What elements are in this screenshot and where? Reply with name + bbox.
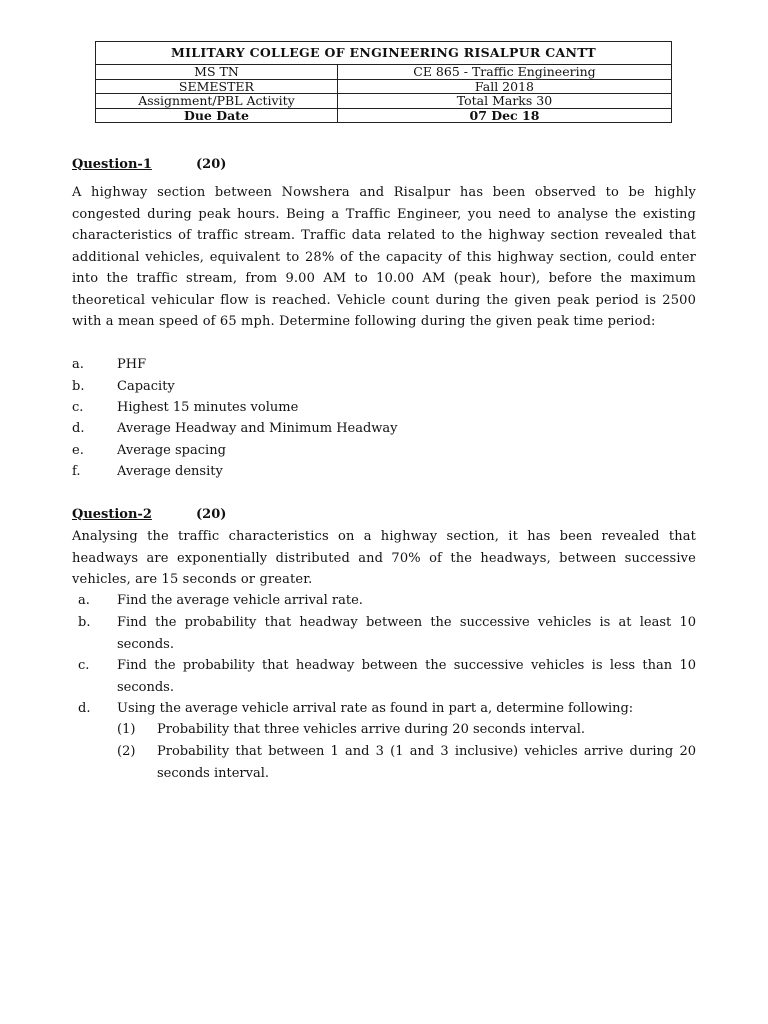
item-text: Find the average vehicle arrival rate.: [117, 593, 363, 608]
item-text: PHF: [117, 357, 147, 372]
header-title-row: [96, 42, 672, 65]
item-text: Using the average vehicle arrival rate as found in part a, determine following:: [117, 701, 634, 716]
item-label: d.: [72, 421, 85, 436]
item-text: Find the probability that headway between the successive vehicles is at least 10 seconds.: [117, 615, 696, 652]
sub-item-label: (2): [117, 744, 136, 759]
sub-item-label: (1): [117, 722, 136, 737]
college-title: MILITARY COLLEGE OF ENGINEERING RISALPUR CANTT: [96, 42, 672, 65]
header-row: [96, 65, 672, 80]
sub-item-text: Probability that between 1 and 3 (1 and 3 inclusive) vehicles arrive during 20 seconds interval.: [157, 744, 696, 781]
question-1-heading: [72, 157, 227, 172]
item-label: a.: [78, 593, 90, 608]
item-text: Find the probability that headway between the successive vehicles is less than 10 seconds.: [117, 658, 696, 695]
item-text: Capacity: [117, 379, 175, 394]
question-1-paragraph: A highway section between Nowshera and Risalpur has been observed to be highly congested during peak hours. Being a Traffic Engineer, you need to analyse the existing characteristics of traffic stream. Traffic data related to the highway section revealed that additional vehicles, equivalent to 28% of the capacity of this highway section, could enter into the traffic stream, from 9.00 AM to 10.00 AM (peak hour), before the maximum theoretical vehicular flow is reached. Vehicle count during the given peak period is 2500 with a mean speed of 65 mph. Determine following during the given peak time period:: [72, 185, 696, 329]
item-text: Average Headway and Minimum Headway: [117, 421, 398, 436]
item-label: f.: [72, 464, 81, 479]
total-marks: Total Marks 30: [337, 94, 671, 109]
item-text: Highest 15 minutes volume: [117, 400, 299, 415]
header-table: [95, 41, 672, 123]
course-label: CE 865 - Traffic Engineering: [337, 65, 671, 80]
item-text: Average density: [117, 464, 223, 479]
due-date-value: 07 Dec 18: [337, 108, 671, 123]
question-2-paragraph: Analysing the traffic characteristics on a highway section, it has been revealed that headways are exponentially distributed and 70% of the headways, between successive vehicles, are 15 seconds or greater.: [72, 529, 696, 587]
item-label: b.: [78, 615, 91, 630]
item-label: b.: [72, 379, 85, 394]
item-label: d.: [78, 701, 91, 716]
due-date-label: Due Date: [96, 108, 338, 123]
header-row: [96, 94, 672, 109]
question-2-heading: [72, 507, 227, 522]
semester-value: Fall 2018: [337, 79, 671, 94]
item-label: c.: [78, 658, 90, 673]
question-1-marks: (20): [196, 157, 227, 172]
program-label: MS TN: [96, 65, 338, 80]
activity-label: Assignment/PBL Activity: [96, 94, 338, 109]
question-1-title: Question-1: [72, 157, 152, 172]
item-label: a.: [72, 357, 84, 372]
question-2-title: Question-2: [72, 507, 152, 522]
question-2-marks: (20): [196, 507, 227, 522]
item-label: e.: [72, 443, 84, 458]
semester-label: SEMESTER: [96, 79, 338, 94]
item-text: Average spacing: [117, 443, 226, 458]
item-label: c.: [72, 400, 84, 415]
header-row: [96, 108, 672, 123]
header-row: [96, 79, 672, 94]
sub-item-text: Probability that three vehicles arrive during 20 seconds interval.: [157, 722, 585, 737]
